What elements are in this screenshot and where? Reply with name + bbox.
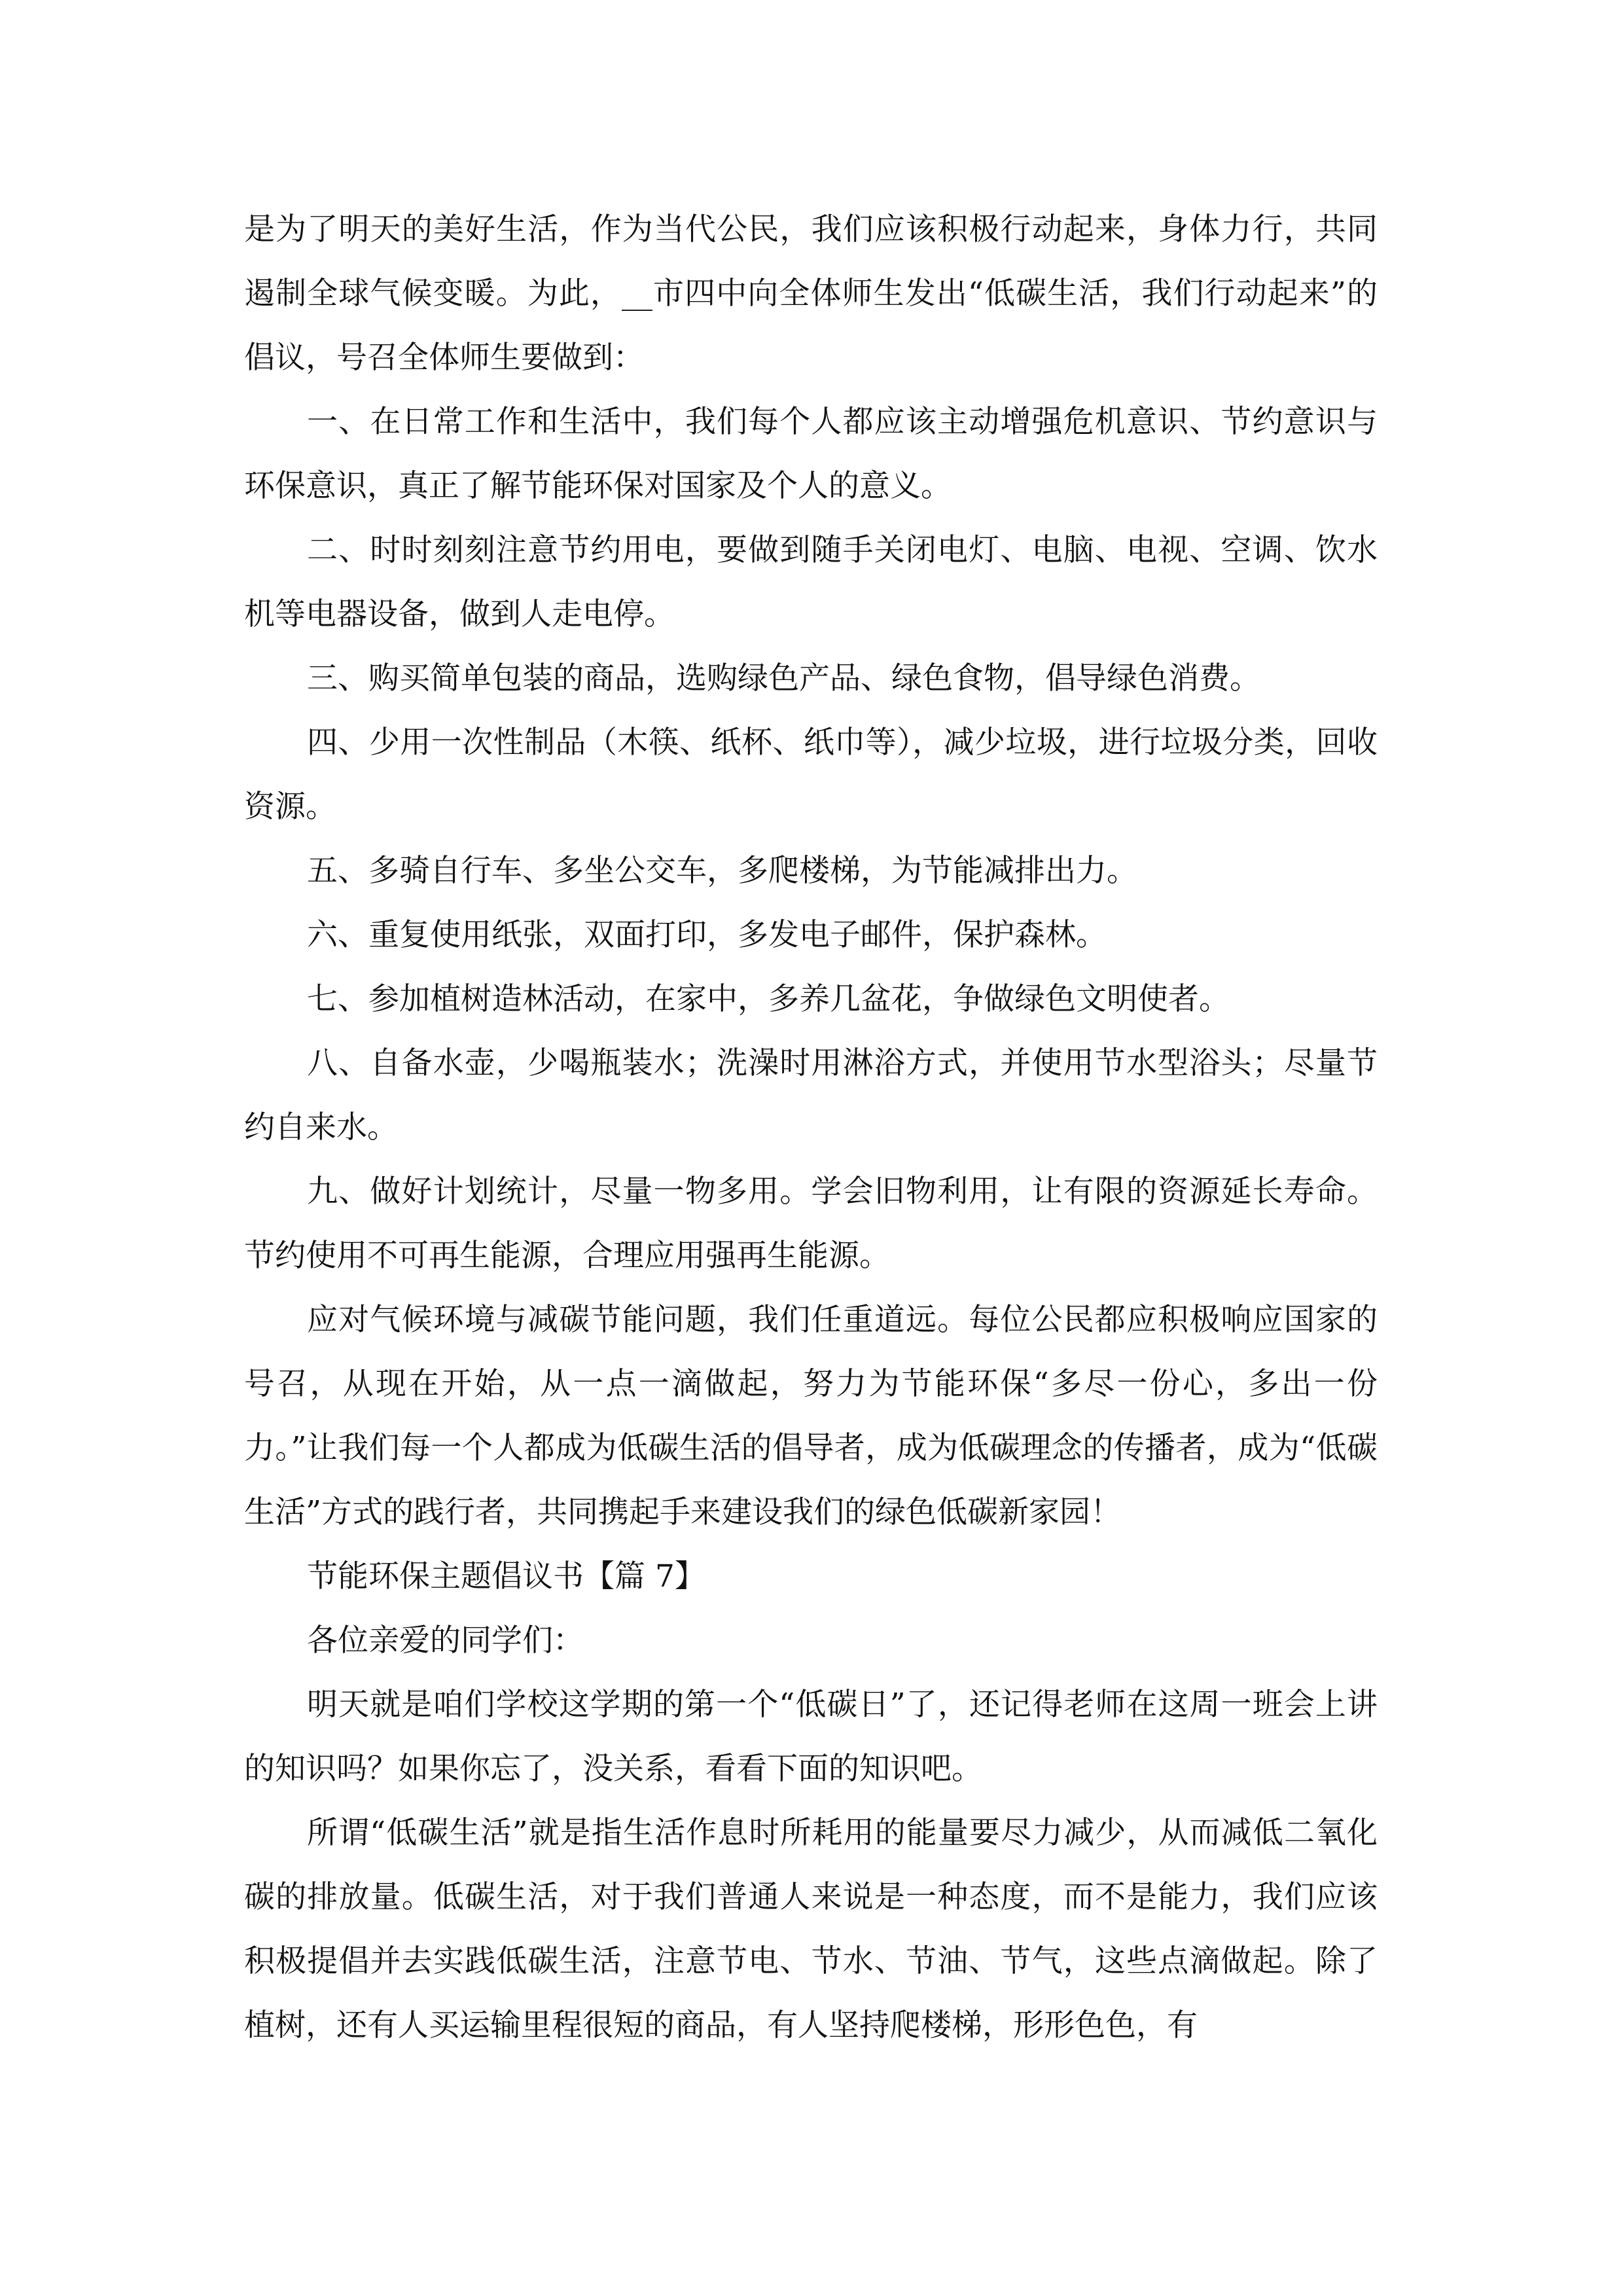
paragraph-body-1: 明天就是咱们学校这学期的第一个“低碳日”了，还记得老师在这周一班会上讲的知识吗？如果你忘了，没关系，看看下面的知识吧。 (244, 1687, 1378, 1787)
paragraph-body-2: 所谓“低碳生活”就是指生活作息时所耗用的能量要尽力减少，从而减低二氧化碳的排放量。低碳生活，对于我们普通人来说是一种态度，而不是能力，我们应该积极提倡并去实践低碳生活，注意节电、节水、节油、节气，这些点滴做起。除了植树，还有人买运输里程很短的商品，有人坚持爬楼梯，形形色色，有 (244, 1815, 1378, 2043)
paragraph-item-2: 二、时时刻刻注意节约用电，要做到随手关闭电灯、电脑、电视、空调、饮水机等电器设备，做到人走电停。 (244, 532, 1378, 632)
document-page (244, 198, 1378, 2058)
paragraph-item-7: 七、参加植树造林活动，在家中，多养几盆花，争做绿色文明使者。 (307, 981, 1230, 1017)
paragraph-item-4: 四、少用一次性制品（木筷、纸杯、纸巾等），减少垃圾，进行垃圾分类，回收资源。 (244, 725, 1378, 825)
paragraph-item-6: 六、重复使用纸张，双面打印，多发电子邮件，保护森林。 (307, 917, 1107, 953)
paragraph-item-8: 八、自备水壶，少喝瓶装水；洗澡时用淋浴方式，并使用节水型浴头；尽量节约自来水。 (244, 1045, 1378, 1145)
paragraph-item-9: 九、做好计划统计，尽量一物多用。学会旧物利用，让有限的资源延长寿命。节约使用不可再生能源，合理应用强再生能源。 (244, 1174, 1378, 1274)
paragraph-item-1: 一、在日常工作和生活中，我们每个人都应该主动增强危机意识、节约意识与环保意识，真正了解节能环保对国家及个人的意义。 (244, 404, 1378, 504)
paragraph-conclusion: 应对气候环境与减碳节能问题，我们任重道远。每位公民都应积极响应国家的号召，从现在开始，从一点一滴做起，努力为节能环保“多尽一份心，多出一份力。”让我们每一个人都成为低碳生活的倡导者，成为低碳理念的传播者，成为“低碳生活”方式的践行者，共同携起手来建设我们的绿色低碳新家园！ (244, 1302, 1378, 1530)
section-heading: 节能环保主题倡议书【篇 7】 (307, 1558, 705, 1594)
paragraph-item-5: 五、多骑自行车、多坐公交车，多爬楼梯，为节能减排出力。 (307, 853, 1137, 889)
paragraph-intro: 是为了明天的美好生活，作为当代公民，我们应该积极行动起来，身体力行，共同遏制全球气候变暖。为此，__市四中向全体师生发出“低碳生活，我们行动起来”的倡议，号召全体师生要做到： (244, 211, 1378, 376)
paragraph-item-3: 三、购买简单包装的商品，选购绿色产品、绿色食物，倡导绿色消费。 (307, 660, 1260, 696)
salutation: 各位亲爱的同学们： (307, 1623, 584, 1659)
